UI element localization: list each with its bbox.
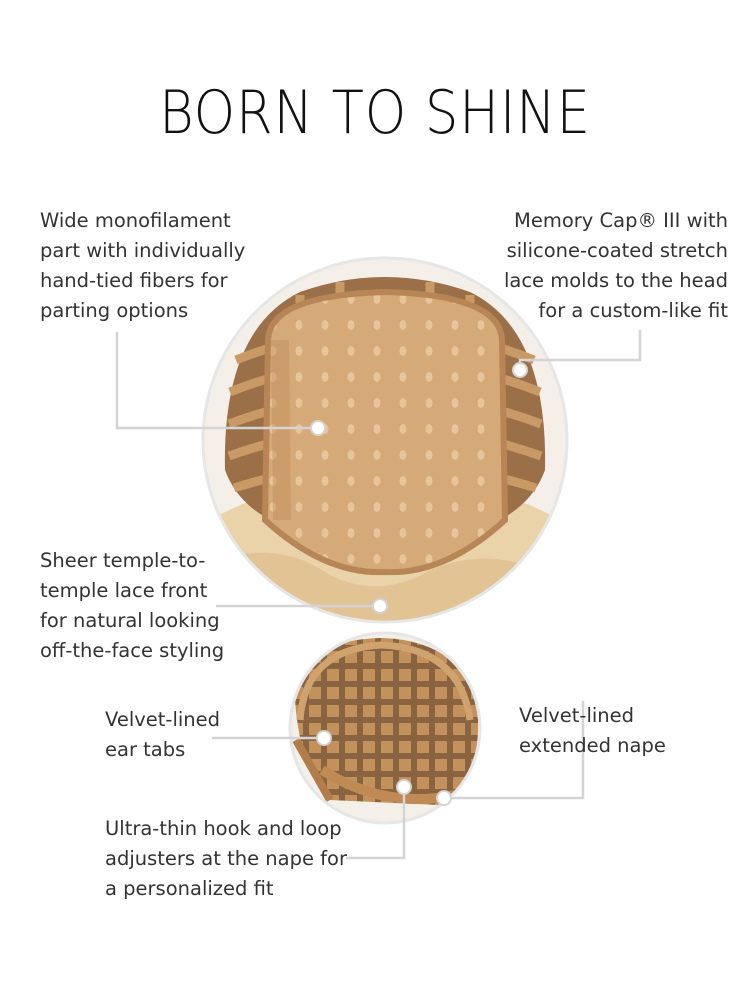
callout-line: extended nape [519, 734, 666, 757]
callout-line: silicone-coated stretch [506, 239, 728, 262]
callout-memory-cap [504, 206, 728, 326]
callout-line: adjusters at the nape for [105, 847, 347, 870]
callout-line: Ultra-thin hook and loop [105, 817, 342, 840]
dot-ear-tabs [317, 731, 331, 745]
dot-nape [437, 791, 451, 805]
callout-line: for natural looking [40, 609, 220, 632]
callout-ear-tabs [105, 705, 220, 765]
callout-lace-front [40, 546, 224, 666]
callout-line: parting options [40, 299, 189, 322]
callout-nape [519, 701, 666, 761]
page-title: BORN TO SHINE [159, 78, 591, 148]
callout-line: Wide monofilament [40, 209, 231, 232]
dot-lace-front [373, 599, 387, 613]
callout-line: for a custom-like fit [538, 299, 728, 322]
callout-mono-part [40, 206, 245, 326]
callout-line: Memory Cap® III with [514, 209, 728, 232]
cap-nape-image [285, 630, 485, 830]
callout-line: Velvet-lined [519, 704, 635, 727]
callout-line: lace molds to the head [503, 269, 728, 292]
callout-line: part with individually [40, 239, 246, 262]
callout-adjusters [105, 814, 347, 904]
dot-adjusters [397, 780, 411, 794]
callout-line: temple lace front [40, 579, 208, 602]
callout-line: hand-tied fibers for [40, 269, 228, 292]
callout-line: Velvet-lined [105, 708, 221, 731]
dot-memory-cap [513, 363, 527, 377]
callout-line: ear tabs [105, 738, 186, 761]
callout-line: off-the-face styling [40, 639, 225, 662]
dot-mono-part [311, 421, 325, 435]
callout-line: a personalized fit [105, 877, 274, 900]
callout-line: Sheer temple-to- [40, 549, 206, 572]
